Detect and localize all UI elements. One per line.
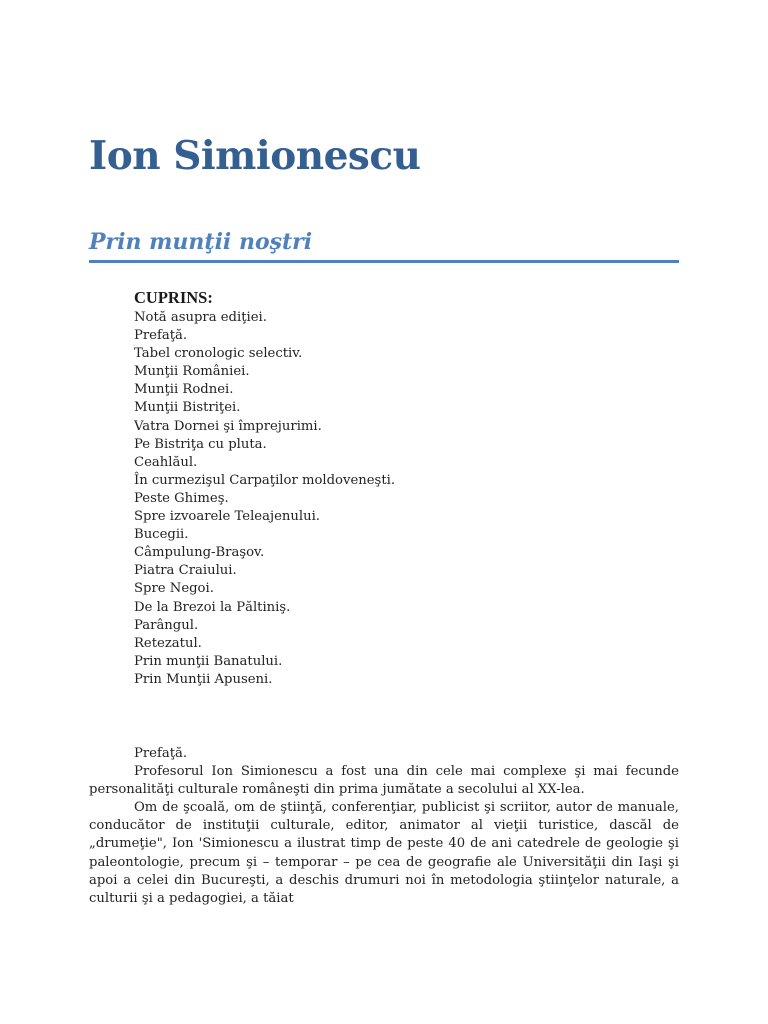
toc-item: Spre Negoi. (134, 581, 214, 597)
toc-item: Munţii Rodnei. (134, 382, 234, 398)
toc-item: Prin Munţii Apuseni. (134, 671, 273, 687)
author-name: Ion Simionescu (89, 133, 421, 179)
toc-item: Retezatul. (134, 635, 202, 651)
toc-item: Spre izvoarele Teleajenului. (134, 509, 320, 525)
toc-item: Vatra Dornei şi împrejurimi. (134, 418, 322, 434)
toc-item: Parângul. (134, 617, 199, 633)
title-underline (89, 260, 679, 263)
toc-item: Munţii Bistriţei. (134, 400, 241, 416)
toc-item: Tabel cronologic selectiv. (134, 346, 303, 362)
toc-item: Bucegii. (134, 527, 189, 543)
toc-item: Piatra Craiului. (134, 563, 237, 579)
table-of-contents (134, 289, 694, 689)
toc-item: Peste Ghimeş. (134, 490, 229, 506)
toc-item: În curmezişul Carpaţilor moldoveneşti. (134, 472, 396, 488)
toc-list (134, 309, 694, 689)
toc-item: Pe Bistriţa cu pluta. (134, 436, 267, 452)
toc-item: Câmpulung-Braşov. (134, 545, 265, 561)
section-label: Prefaţă. (134, 746, 188, 761)
paragraph: Profesorul Ion Simionescu a fost una din cele mai complexe şi mai fecunde personalităţi culturale româneşti din prima jumătate a secolului al XX-lea. (89, 764, 679, 798)
book-title: Prin munţii noştri (89, 229, 313, 255)
toc-item: Ceahlăul. (134, 454, 198, 470)
toc-item: Prefaţă. (134, 328, 188, 344)
preface-section (89, 745, 679, 908)
paragraph: Om de şcoală, om de ştiinţă, conferenţiar, publicist şi scriitor, autor de manuale, conducător de instituţii culturale, editor, animator al vieţii turistice, dascăl de „drumeţie", Ion 'Simionescu a ilustrat timp de peste 40 de ani catedrele de geologie şi paleontologie, precum şi – temporar – pe cea de geografie ale Universităţii din Iaşi şi apoi a celei din Bucureşti, a deschis drumuri noi în metodologia ştiinţelor naturale, a culturii şi a pedagogiei, a tăiat (89, 800, 679, 906)
toc-item: De la Brezoi la Păltiniş. (134, 599, 291, 615)
toc-heading: CUPRINS: (134, 288, 213, 307)
toc-item: Munţii României. (134, 364, 250, 380)
toc-item: Prin munţii Banatului. (134, 653, 283, 669)
toc-item: Notă asupra ediţiei. (134, 310, 267, 325)
